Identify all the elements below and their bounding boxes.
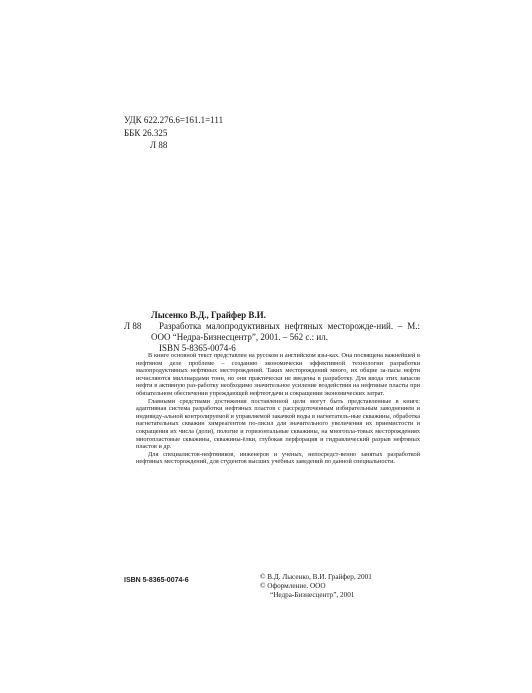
bibliographic-entry xyxy=(124,310,420,354)
copyright-authors: © В.Д. Лысенко, В.И. Грайфер, 2001 xyxy=(260,573,372,581)
entry-author-mark: Л 88 xyxy=(124,321,142,331)
entry-authors: Лысенко В.Д., Грайфер В.И. xyxy=(151,310,266,320)
entry-isbn: ISBN 5-8365-0074-6 xyxy=(159,343,236,353)
udk-code: УДК 622.276.6=161.1=111 xyxy=(124,115,224,125)
footer-isbn: ISBN 5-8365-0074-6 xyxy=(124,577,189,584)
author-mark: Л 88 xyxy=(150,140,168,150)
entry-description: Разработка малопродуктивных нефтяных месторожде-ний. – М.: ООО “Недра-Бизнесцентр”, 2001. – 562 с.: ил. xyxy=(151,321,420,342)
copyright-block xyxy=(260,573,372,599)
copyright-design: © Оформление. ООО xyxy=(260,581,326,590)
bbk-code: ББК 26.325 xyxy=(124,127,168,138)
annotation-paragraph-2: Главными средствами достижения поставленной цели могут быть представленные в книге: адаптивная система разработки нефтяных пластов с рассредоточенным избирательным заводнением и индивиду-альной контролируемой и управляемой закачкой воды в нагнетатель-ные скважины, обработка нагнетательных скважин химреагентом по-лисил для значительного увеличения их приемистости и сокращения их числа (доли), пологие и горизонтальные скважины, на многопла-товых месторождениях многопластовые скважины, скважины-ёлки, глубокая перфорация и гидравлический разрыв нефтяных пластов и др. xyxy=(136,397,420,451)
annotation-paragraph-3: Для специалистов-нефтяников, инженеров и ученых, непосредст-венно занятых разработкой нефтяных месторождений, для студентов высших учебных заведений по данной специальности. xyxy=(136,450,420,466)
classification-block xyxy=(124,114,223,152)
annotation-paragraph-1: В книге основной текст представлен на русском и английском язы-ках. Она посвящена важнейшей в нефтяном деле проблеме – созданию экономически эффективной технологии разработки малопродуктивных нефтяных месторождений. Таких месторождений много, их общие за-пасы нефти исчисляются миллиардами тонн, но они практически не введены в разработку. Для ввода этих запасов нефти в активную раз-работку необходимо значительное усиление воздействия на нефтяные пласты при обязательном обеспечении упреждающей нефтеотдачи и сокращении экономических затрат. xyxy=(136,352,420,397)
annotation xyxy=(136,352,420,466)
copyright-publisher: “Недра-Бизнесцентр”, 2001 xyxy=(270,590,355,599)
